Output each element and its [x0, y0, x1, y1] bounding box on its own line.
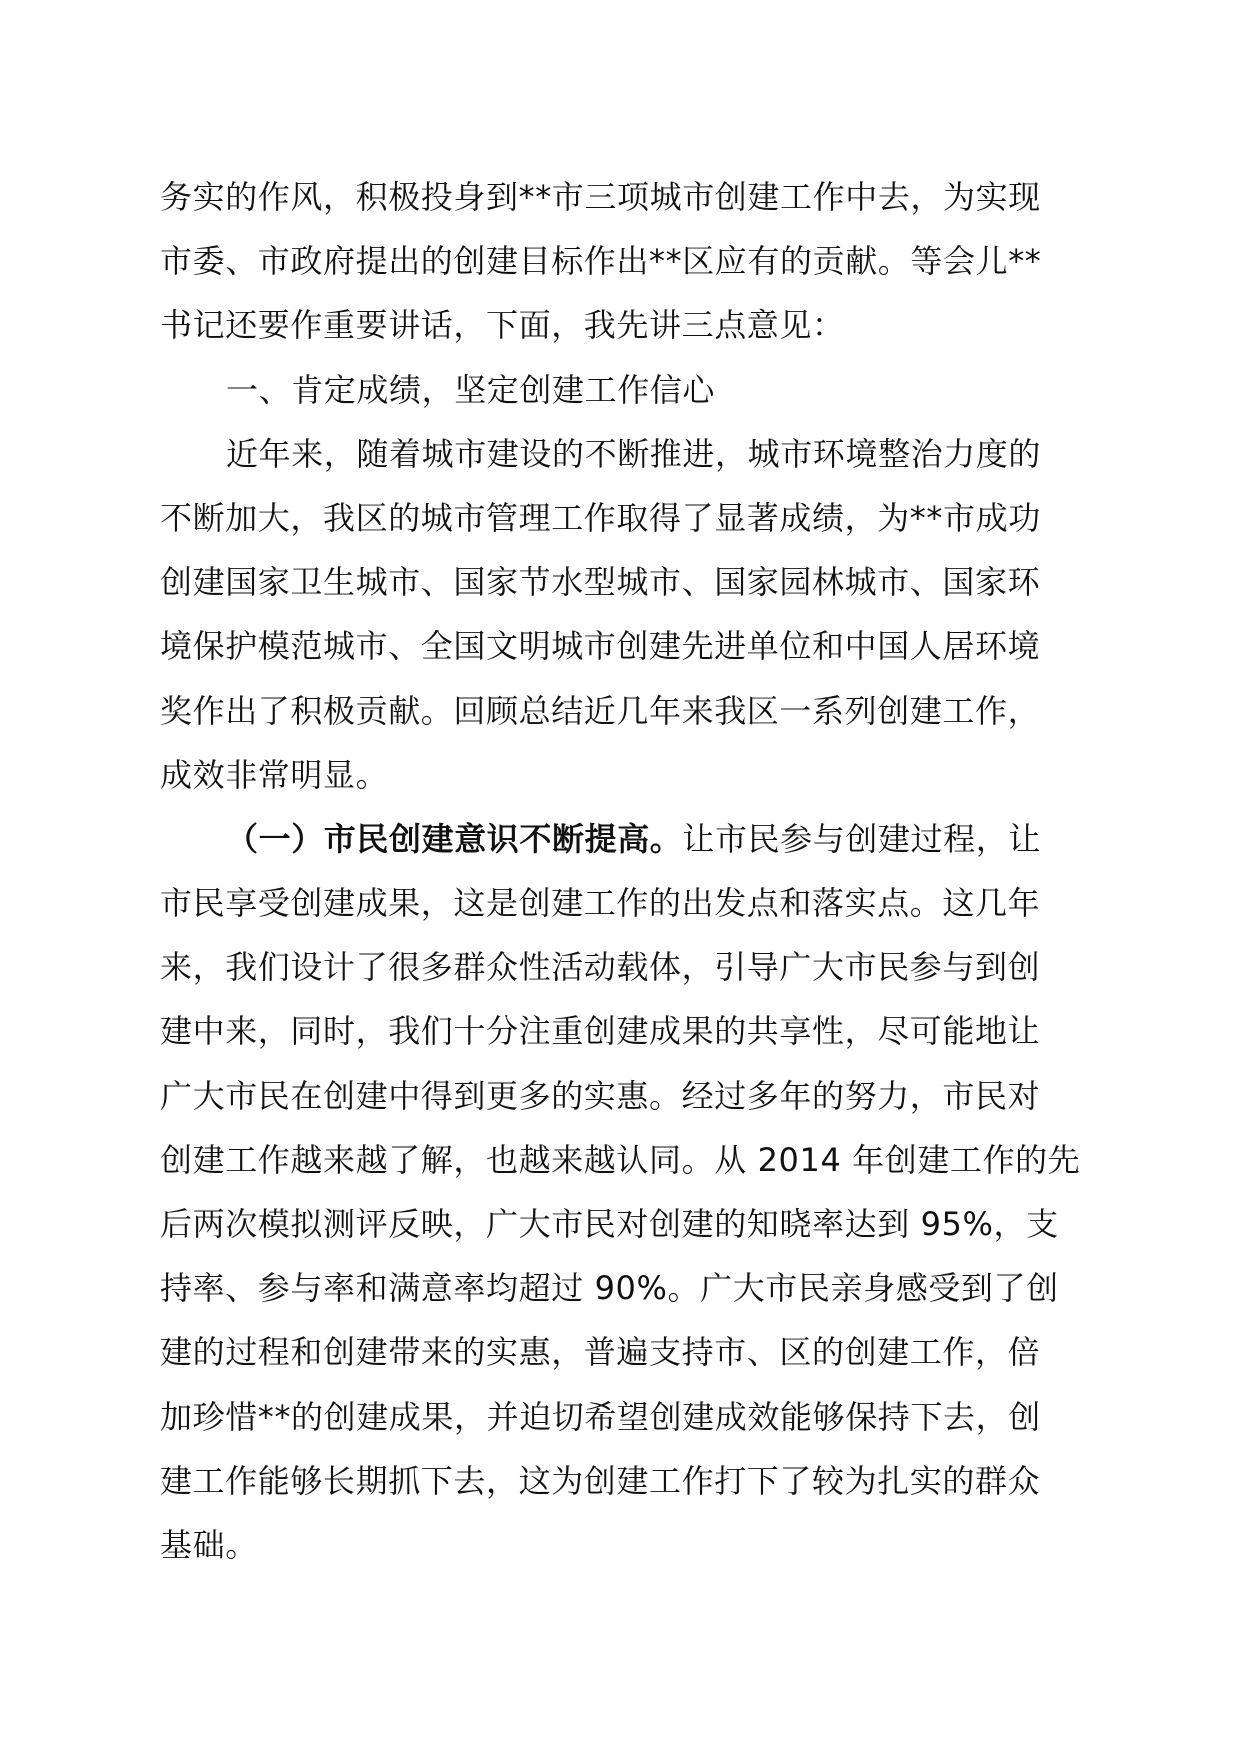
- text-line: 不断加大，我区的城市管理工作取得了显著成绩，为**市成功: [160, 498, 1041, 537]
- subsection-line: [160, 807, 1090, 871]
- subsection-heading: （一）市民创建意识不断提高。: [226, 819, 683, 858]
- section-heading: 一、肯定成绩，坚定创建工作信心: [226, 370, 716, 409]
- text-line: 建的过程和创建带来的实惠，普遍支持市、区的创建工作，倍: [160, 1333, 1041, 1372]
- text-line: 持率、参与率和满意率均超过 90%。广大市民亲身感受到了创: [160, 1269, 1059, 1308]
- text-line: 书记还要作重要讲话，下面，我先讲三点意见：: [160, 306, 845, 345]
- text-line: 境保护模范城市、全国文明城市创建先进单位和中国人居环境: [160, 627, 1041, 666]
- text-line: 市委、市政府提出的创建目标作出**区应有的贡献。等会儿**: [160, 242, 1042, 281]
- text-line: 奖作出了积极贡献。回顾总结近几年来我区一系列创建工作，: [160, 691, 1041, 730]
- text-line: 建中来，同时，我们十分注重创建成果的共享性，尽可能地让: [160, 1012, 1041, 1051]
- text-line: 基础。: [160, 1525, 258, 1564]
- text-line: 来，我们设计了很多群众性活动载体，引导广大市民参与到创: [160, 948, 1041, 987]
- body-text: [160, 165, 1090, 1577]
- subsection-lead-text: 让市民参与创建过程，让: [682, 819, 1042, 858]
- text-line: 后两次模拟测评反映，广大市民对创建的知晓率达到 95%，支: [160, 1205, 1059, 1243]
- text-line: 建工作能够长期抓下去，这为创建工作打下了较为扎实的群众: [160, 1461, 1041, 1500]
- text-line: 广大市民在创建中得到更多的实惠。经过多年的努力，市民对: [160, 1076, 1041, 1115]
- text-line: 成效非常明显。: [160, 755, 389, 794]
- text-line: 创建国家卫生城市、国家节水型城市、国家园林城市、国家环: [160, 563, 1041, 602]
- text-line: 市民享受创建成果，这是创建工作的出发点和落实点。这几年: [160, 884, 1041, 923]
- text-line: 加珍惜**的创建成果，并迫切希望创建成效能够保持下去，创: [160, 1397, 1041, 1436]
- text-line: 创建工作越来越了解，也越来越认同。从 2014 年创建工作的先: [160, 1140, 1081, 1179]
- text-line: 务实的作风，积极投身到**市三项城市创建工作中去，为实现: [160, 178, 1041, 216]
- text-line: 近年来，随着城市建设的不断推进，城市环境整治力度的: [226, 434, 1042, 473]
